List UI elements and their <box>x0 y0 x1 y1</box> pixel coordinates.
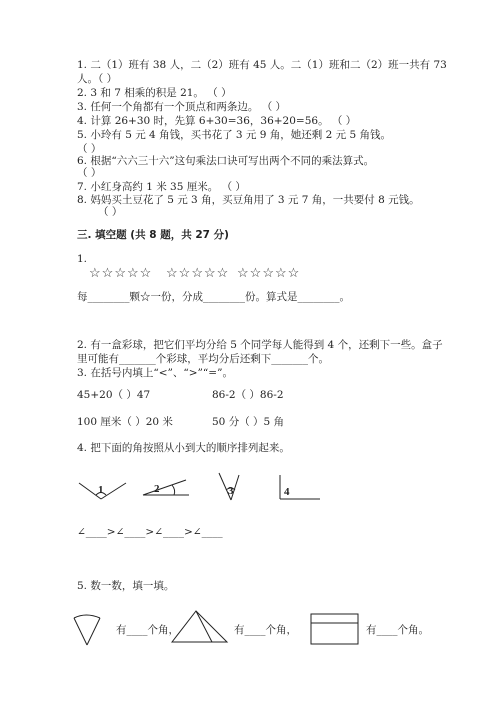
fill-q4-answer: ∠____>∠____>∠____>∠____ <box>77 526 223 538</box>
triangle-answer: 有____个角， <box>234 624 297 636</box>
judge-q1-line1: 1. 二（1）班有 38 人，二（2）班有 45 人。二（1）班和二（2）班一共有 73 <box>77 59 447 71</box>
fan-shape <box>74 615 100 645</box>
star-icon: ☆ <box>139 266 152 281</box>
compare-2b: 50 分（ ）5 角 <box>212 416 285 428</box>
star-icon: ☆ <box>191 266 203 281</box>
star-icon: ☆ <box>216 266 229 281</box>
star-icon: ☆ <box>89 266 101 281</box>
star-icon: ☆ <box>166 266 178 281</box>
star-icon: ☆ <box>114 266 126 281</box>
judge-q8: 8. 妈妈买土豆花了 5 元 3 角，买豆角用了 3 元 7 角，一共要付 8 元钱。 <box>77 194 420 206</box>
star-icon: ☆ <box>262 266 274 281</box>
judge-q6: 6. 根据“六六三十六”这句乘法口诀可写出两个不同的乘法算式。 <box>77 155 375 167</box>
compare-1a: 45+20（ ）47 <box>77 389 151 401</box>
fill-q2-line2: 里可能有_______个彩球，平均分后还剩下_______个。 <box>77 353 329 365</box>
fan-answer: 有____个角， <box>116 624 179 636</box>
star-icon: ☆ <box>274 266 287 281</box>
angle-label-1: 1 <box>98 484 104 496</box>
angle-label-2: 2 <box>154 483 160 495</box>
star-icon: ☆ <box>287 266 300 281</box>
judge-q8-answer: （ ） <box>98 206 123 218</box>
star-icon: ☆ <box>203 266 216 281</box>
fill-q2-line1: 2. 有一盒彩球，把它们平均分给 5 个同学每人能得到 4 个，还剩下一些。盒子 <box>77 339 443 351</box>
judge-q5: 5. 小玲有 5 元 4 角钱，买书花了 3 元 9 角，她还剩 2 元 5 角钱。 <box>77 129 391 141</box>
angle-2 <box>143 480 189 495</box>
judge-q2: 2. 3 和 7 相乘的积是 21。 （ ） <box>77 87 232 99</box>
fill-q1-text: 每________颗☆一份，分成________份。算式是________。 <box>77 291 350 303</box>
compare-1b: 86-2（ ）86-2 <box>212 389 284 401</box>
star-icon: ☆ <box>126 266 139 281</box>
rectangle-answer: 有____个角。 <box>366 624 429 636</box>
judge-q7: 7. 小红身高约 1 米 35 厘米。 （ ） <box>77 181 246 193</box>
judge-q4: 4. 计算 26+30 时，先算 6+30=36，36+20=56。 （ ） <box>77 115 357 127</box>
compare-2a: 100 厘米（ ）20 米 <box>77 416 173 428</box>
star-icon: ☆ <box>249 266 262 281</box>
judge-q6-answer: （ ） <box>77 167 102 179</box>
star-icon: ☆ <box>101 266 114 281</box>
judge-q5-answer: （ ） <box>77 143 102 155</box>
angle-label-3: 3 <box>228 485 234 497</box>
judge-q3: 3. 任何一个角都有一个顶点和两条边。 （ ） <box>77 101 287 113</box>
rectangle-shape <box>311 614 358 644</box>
star-icon: ☆ <box>237 266 249 281</box>
fill-q1-number: 1. <box>77 253 88 265</box>
star-icon: ☆ <box>178 266 191 281</box>
angle-label-4: 4 <box>284 486 290 498</box>
fill-q4: 4. 把下面的角按照从小到大的顺序排列起来。 <box>77 442 290 454</box>
triangle-shape <box>172 611 227 642</box>
judge-q1-line2: 人。（ ） <box>77 73 118 85</box>
fill-q5: 5. 数一数，填一填。 <box>77 580 175 592</box>
section-title: 三. 填空题 (共 8 题，共 27 分) <box>77 229 229 241</box>
fill-q3: 3. 在括号内填上“<”、“>”“=”。 <box>77 367 233 379</box>
